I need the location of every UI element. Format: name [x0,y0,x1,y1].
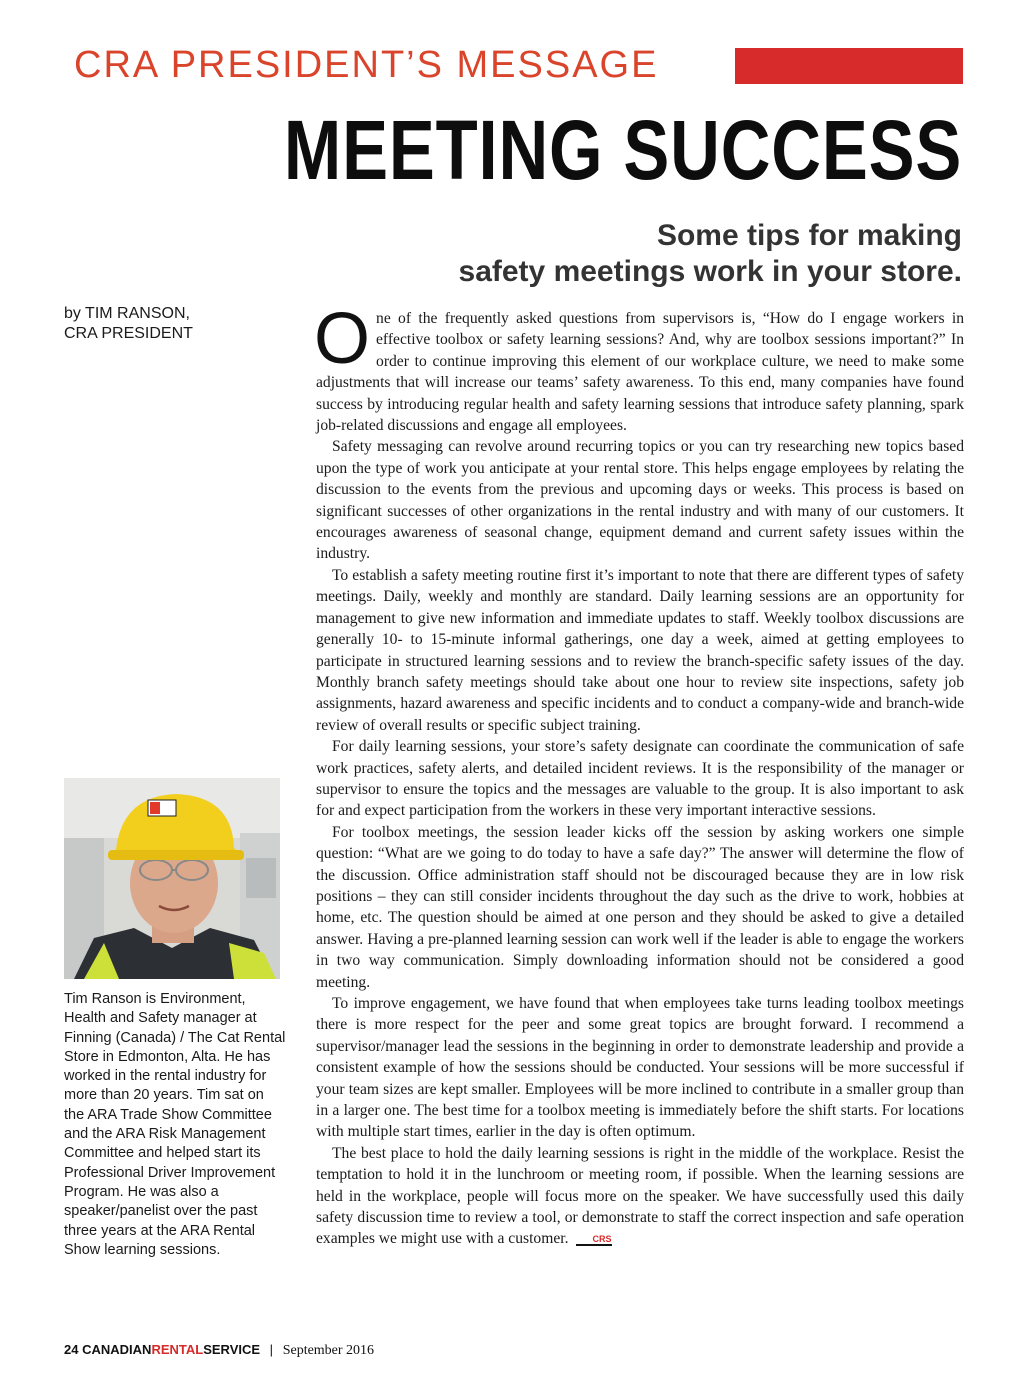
byline [64,304,193,344]
article-paragraph-6: To improve engagement, we have found that when employees take turns leading toolbox meetings there is more respect for the peer and some great topics are brought forward. I recommend a supervisor/manager lead the sessions in the beginning in order to demonstrate leadership and provide a consistent example of how the sessions should be conducted. Your sessions will be more successful if your team sizes are kept smaller. Employees will be more inclined to contribute in a smaller group than in a larger one. The best time for a toolbox meeting is immediately before the shift starts. For locations with multiple start times, earlier in the day is often optimum. [316,995,964,1141]
author-bio: Tim Ranson is Environment, Health and Safety manager at Finning (Canada) / The Cat Rental Store in Edmonton, Alta. He has worked in the rental industry for more than 20 years. Tim sat on the ARA Trade Show Committee and the ARA Risk Management Committee and helped start its Professional Driver Improvement Program. He was also a speaker/panelist over the past three years at the ARA Rental Show learning sessions. [64,991,286,1258]
article-paragraph-3: To establish a safety meeting routine first it’s important to note that there are different types of safety meetings. Daily, weekly and monthly are standard. Daily learning sessions are an opportunity for management to give new information and immediate updates to staff. Weekly toolbox discussions are generally 10- to 15-minute informal gatherings, one day a week, aimed at getting employees to participate in structured learning sessions and to review the branch-specific safety issues of the day. Monthly branch safety meetings should take about one hour to review site inspections, safety job assignments, hazard awareness and specific incidents and to conduct a company-wide and branch-wide review of overall results or specific subject training. [316,566,964,734]
magazine-name-part-2: RENTAL [151,1342,204,1357]
author-photo [64,778,280,979]
deck [459,218,962,290]
article-paragraph-2: Safety messaging can revolve around recurring topics or you can try researching new topics based upon the type of work you anticipate at your rental store. This helps engage employees by relating the discussion to the events from the previous and upcoming days or weeks. This process is based on significant successes of other organizations in the rental industry and with many of our customers. It encourages awareness of seasonal change, equipment demand and current safety issues within the industry. [316,438,964,563]
article-paragraph-7: The best place to hold the daily learning sessions is right in the middle of the workplace. Resist the temptation to hold it in the lunchroom or meeting room, if possible. When the learning sessions are held in the workplace, people will focus more on the speaker. We have successfully used this daily safety discussion time to review a tool, or demonstrate to staff the correct inspection and safe operation examples we might use with a customer. CRS [316,1144,964,1248]
article-paragraph-1: One of the frequently asked questions from supervisors is, “How do I engage workers in effective toolbox or safety learning sessions? And, why are toolbox sessions important?” In order to continue improving this element of our workplace culture, we need to make some adjustments that will increase our teams’ safety awareness. To this end, many companies have found success by introducing regular health and safety learning sessions that introduce safety planning, spark job-related discussions and engage all employees. [314,299,964,435]
magazine-name-part-1: CANADIAN [82,1342,152,1357]
drop-cap: O [314,299,371,379]
byline-name: by TIM RANSON, [64,305,190,322]
section-accent-bar [735,48,963,84]
article-paragraph-5: For toolbox meetings, the session leader kicks off the session by asking workers one simple question: “What are we going to do today to have a safe day?” The answer will determine the flow of the discussion. Office administration staff should not be discouraged because they are in low risk positions – they can still consider incidents throughout the day such as the drive to work, hobbies at home, etc. The question should be aimed at one person and they should be asked to give a detailed answer. Having a pre-planned learning session can work well if the leader is able to engage the workers in two way communication. Simply downloading information should not be considered a good meeting. [316,823,964,991]
article-paragraph-4: For daily learning sessions, your store’s safety designate can coordinate the communication of safe work practices, safety alerts, and detailed incident reviews. It is the responsibility of the manager or supervisor to ensure the topics and the messages are valuable to the group. It is also important to ask for and expect participation from the workers in these very important interactive sessions. [316,738,964,820]
article-body [314,299,964,1250]
section-label: CRA PRESIDENT’S MESSAGE [74,44,659,86]
end-mark-logo: CRS [576,1234,611,1246]
page-footer [64,1342,374,1359]
headline: MEETING SUCCESS [283,103,962,197]
magazine-name-part-3: SERVICE [203,1342,261,1357]
footer-separator: | [269,1342,274,1357]
issue-date: September 2016 [282,1343,375,1358]
page-number: 24 [64,1342,79,1357]
deck-line-1: Some tips for making [656,219,962,252]
deck-line-2: safety meetings work in your store. [458,255,962,288]
section-header [70,40,963,90]
byline-title: CRA PRESIDENT [64,325,193,342]
